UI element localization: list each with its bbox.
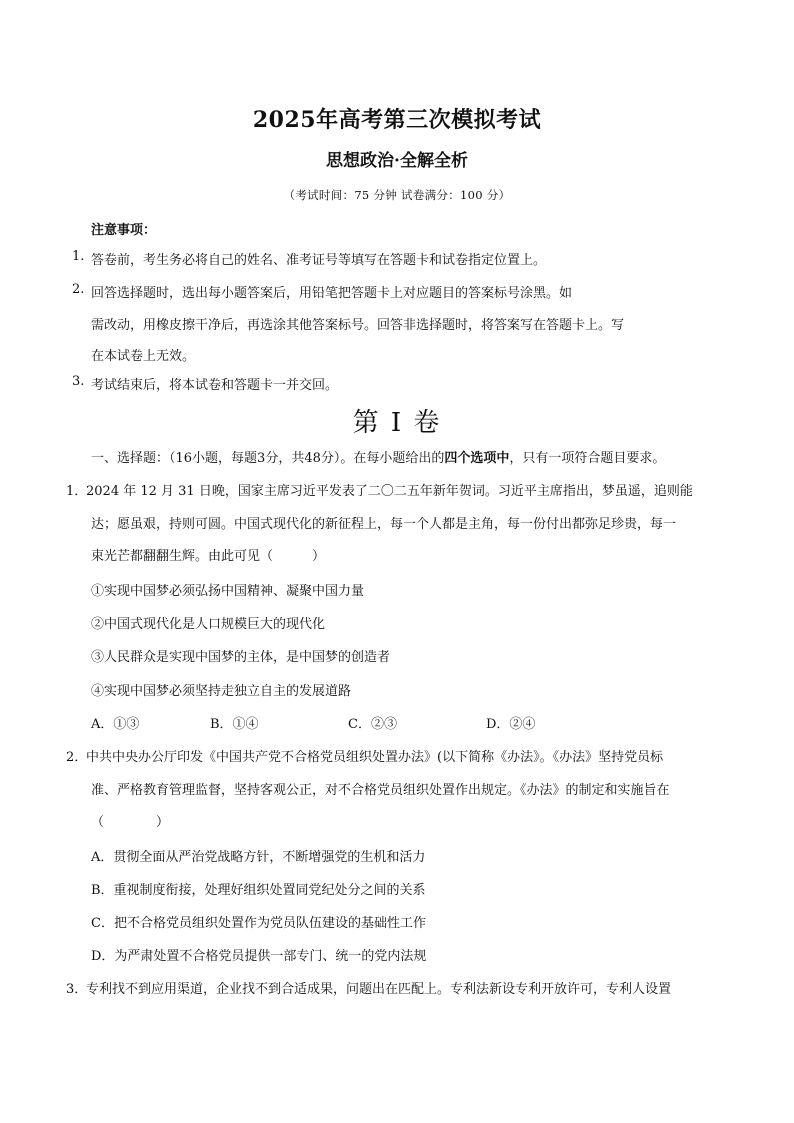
question-text-line: 中共中央办公厅印发《中国共产党不合格党员组织处置办法》(以下简称《办法》。《办法》坚持党员标 <box>86 750 664 765</box>
answer-option-b[interactable]: B．①④ <box>210 717 259 732</box>
section-title: 第 I 卷 <box>352 408 442 438</box>
note-text: 答卷前，考生务必将自己的姓名、准考证号等填写在答题卡和试卷指定位置上。 <box>91 253 547 268</box>
question-number: 2． <box>66 750 88 765</box>
instruction-part: 一、选择题：（16小题，每题3分，共48分）。在每小题给出的 <box>91 451 445 466</box>
statement-item: ④实现中国梦必须坚持走独立自主的发展道路 <box>91 684 352 699</box>
statement-item: ②中国式现代化是人口规模巨大的现代化 <box>91 617 326 632</box>
note-text-line: 在本试卷上无效。 <box>91 349 196 364</box>
question-text-line: 束光芒都翻翻生辉。由此可见（ ） <box>91 549 326 564</box>
note-number: 1. <box>72 249 85 264</box>
question-number: 1． <box>66 484 88 499</box>
instruction-part: ，只有一项符合题目要求。 <box>509 451 666 466</box>
statement-item: ③人民群众是实现中国梦的主体，是中国梦的创造者 <box>91 650 391 665</box>
question-text-line: 达；愿虽艰，持则可圆。中国式现代化的新征程上，每一个人都是主角，每一份付出都弥足珍贵，每一 <box>91 517 677 532</box>
answer-option-d[interactable]: D．为严肃处置不合格党员提供一部专门、统一的党内法规 <box>91 949 427 964</box>
note-text-line: 需改动，用橡皮擦干净后，再选涂其他答案标号。回答非选择题时，将答案写在答题卡上。写 <box>91 318 625 333</box>
exam-info: （考试时间：75 分钟 试卷满分：100 分） <box>283 188 511 202</box>
question-text-line: 2024 年 12 月 31 日晚，国家主席习近平发表了二〇二五年新年贺词。习近平主席指出，梦虽遥，追则能 <box>86 484 693 499</box>
instruction-emphasis: 四个选项中 <box>444 451 510 466</box>
question-text-line: （ ） <box>91 815 170 830</box>
page-subtitle: 思想政治·全解全析 <box>326 151 468 171</box>
answer-option-c[interactable]: C．②③ <box>348 717 397 732</box>
page-title: 2025年高考第三次模拟考试 <box>252 107 542 133</box>
question-number: 3． <box>66 982 88 997</box>
statement-item: ①实现中国梦必须弘扬中国精神、凝聚中国力量 <box>91 584 365 599</box>
note-text-line: 回答选择题时，选出每小题答案后，用铅笔把答题卡上对应题目的答案标号涂黑。如 <box>91 286 573 301</box>
answer-option-a[interactable]: A．①③ <box>91 717 140 732</box>
note-text: 考试结束后，将本试卷和答题卡一并交回。 <box>91 378 339 393</box>
notes-heading: 注意事项： <box>91 223 157 238</box>
answer-option-a[interactable]: A．贯彻全面从严治党战略方针，不断增强党的生机和活力 <box>91 850 426 865</box>
answer-option-c[interactable]: C．把不合格党员组织处置作为党员队伍建设的基础性工作 <box>91 916 426 931</box>
answer-option-d[interactable]: D．②④ <box>486 717 536 732</box>
question-text-line: 专利找不到应用渠道，企业找不到合适成果，问题出在匹配上。专利法新设专利开放许可，专利人设置 <box>86 982 672 997</box>
section-instruction <box>91 447 665 466</box>
note-number: 2. <box>72 282 85 297</box>
answer-option-b[interactable]: B．重视制度衔接，处理好组织处置同党纪处分之间的关系 <box>91 883 426 898</box>
question-text-line: 准、严格教育管理监督，坚持客观公正，对不合格党员组织处置作出规定。《办法》的制定和实施旨在 <box>91 783 670 798</box>
note-number: 3. <box>72 374 85 389</box>
